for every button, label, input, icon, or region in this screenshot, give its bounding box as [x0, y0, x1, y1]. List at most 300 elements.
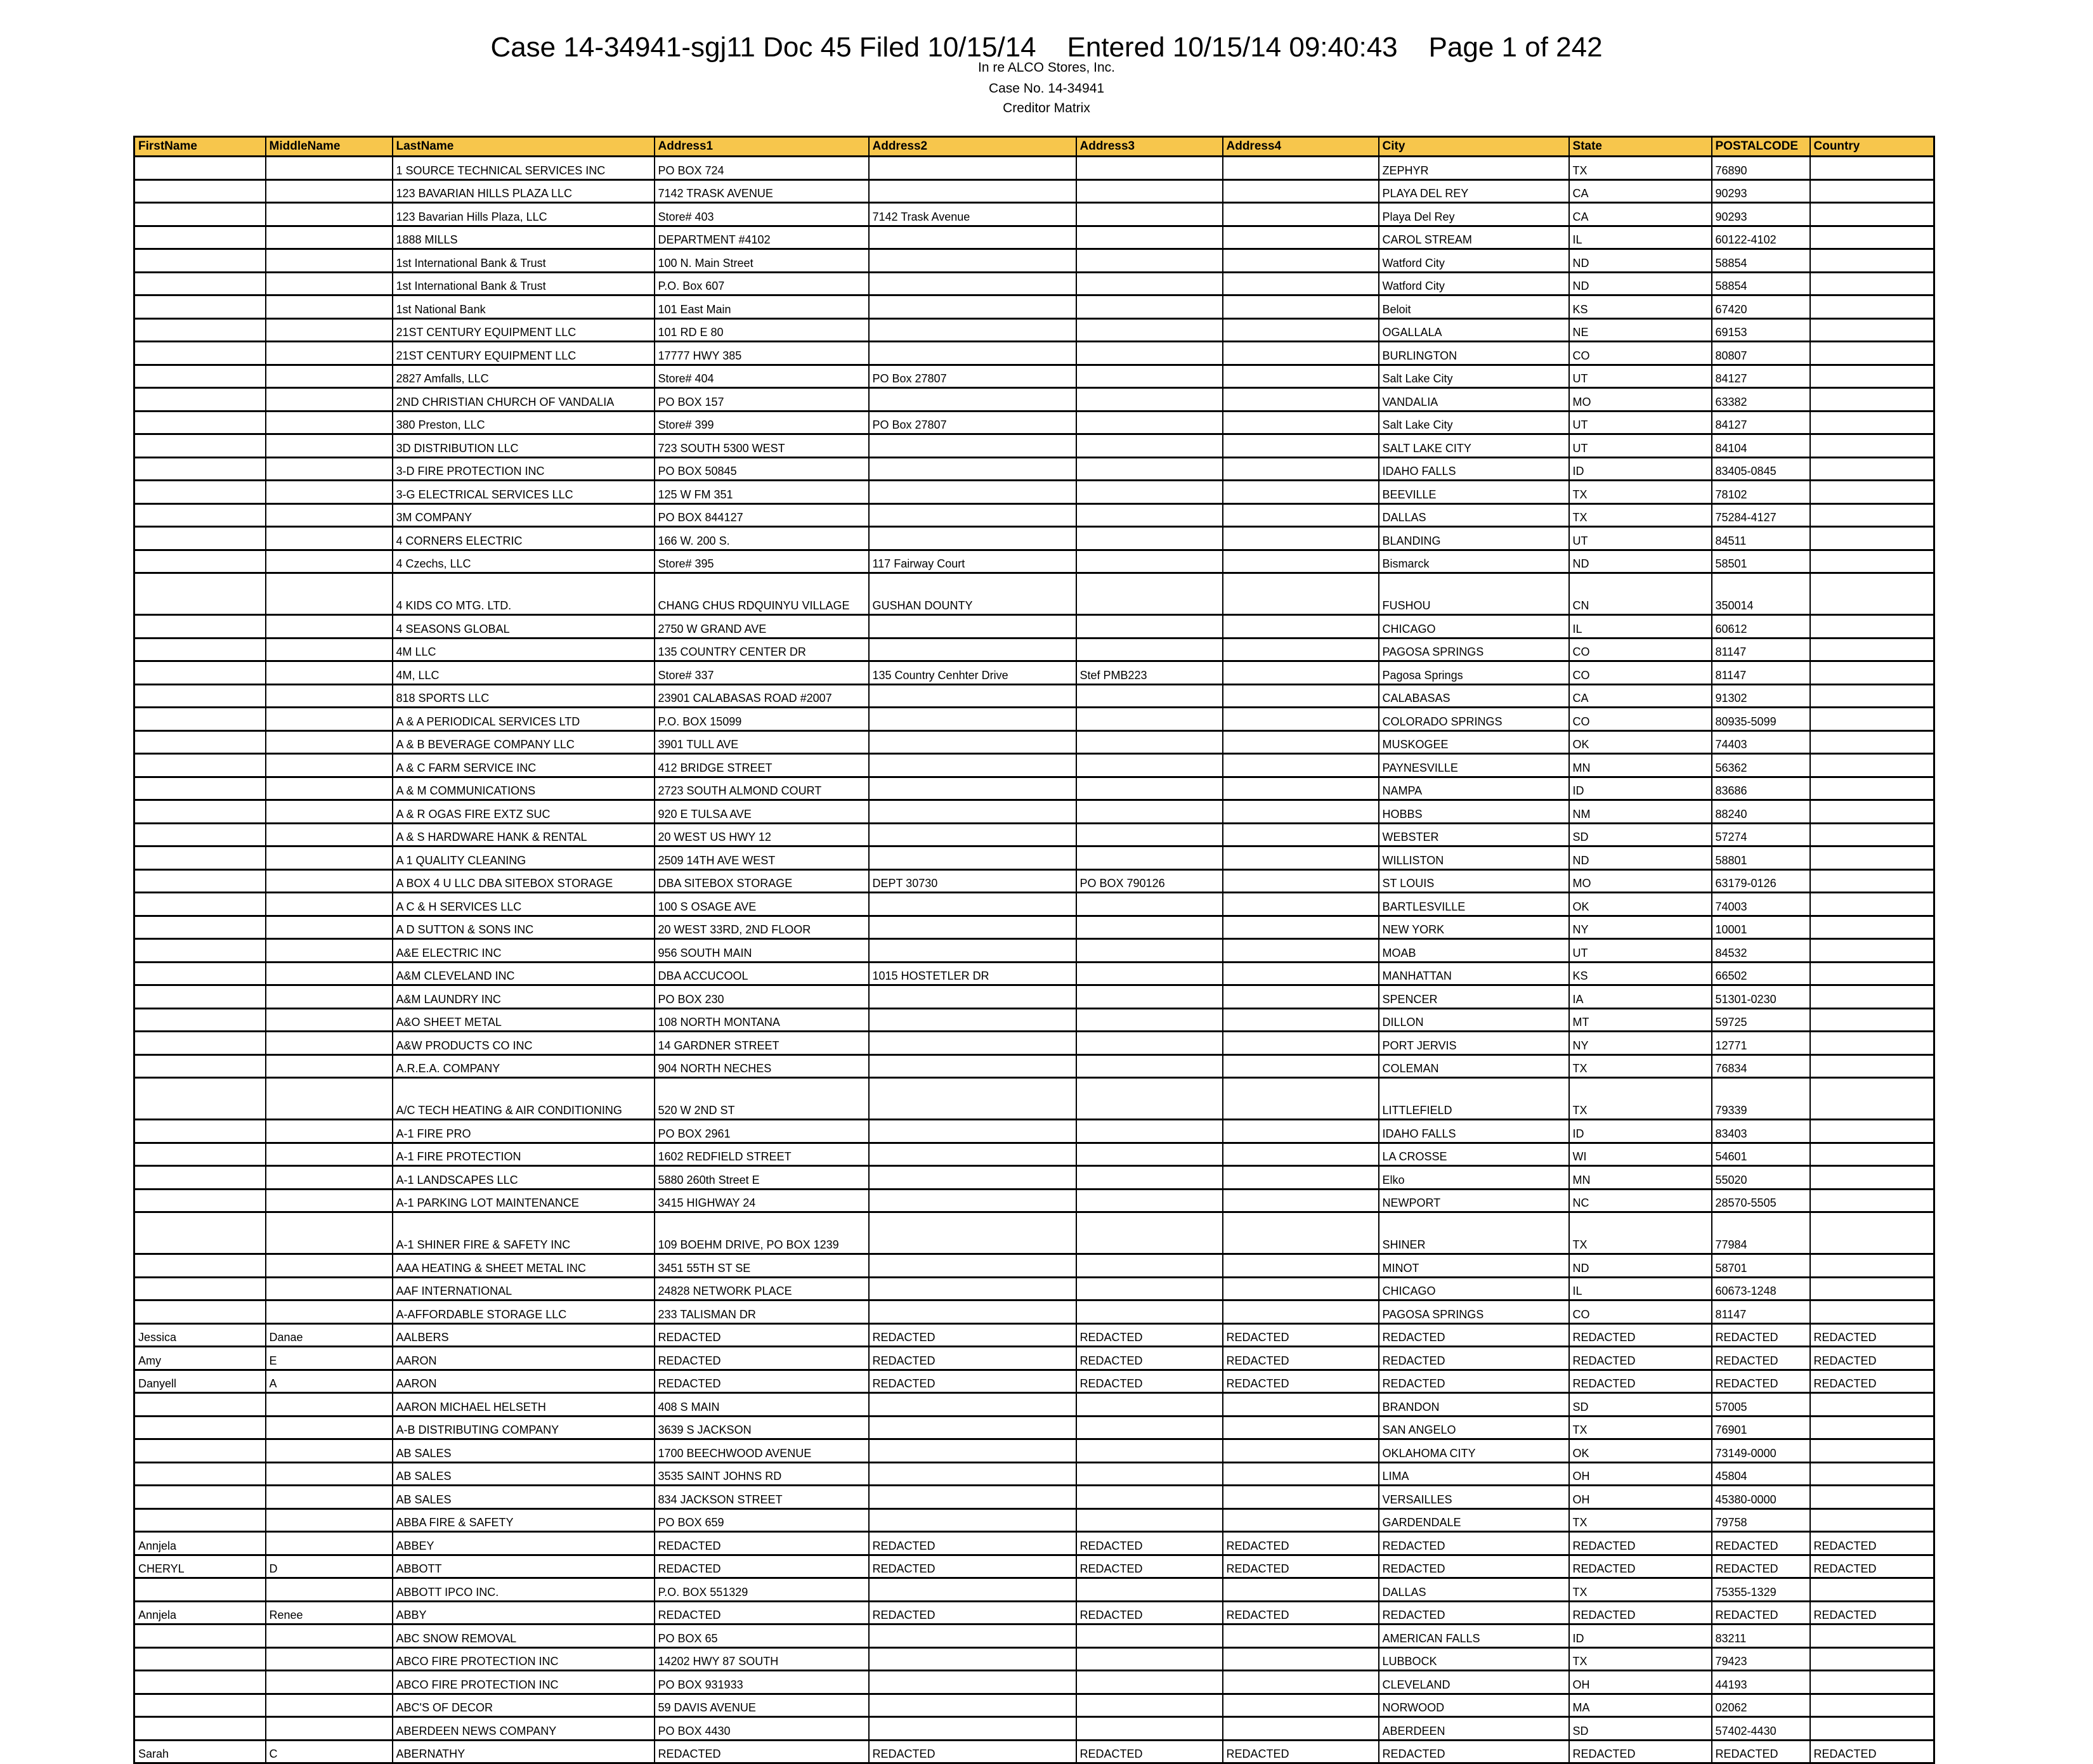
cell: 3M COMPANY: [393, 503, 655, 527]
cell: [1810, 708, 1934, 731]
table-row: [134, 708, 1934, 731]
cell: CLEVELAND: [1379, 1671, 1569, 1694]
cell: CN: [1569, 573, 1712, 615]
cell: DEPARTMENT #4102: [655, 226, 869, 249]
cell: CO: [1569, 661, 1712, 685]
cell: [1076, 684, 1223, 708]
cell: DALLAS: [1379, 503, 1569, 527]
cell: [869, 1578, 1076, 1602]
cell: 10001: [1712, 916, 1810, 939]
cell: [266, 1393, 393, 1417]
cell: [266, 272, 393, 295]
cell: [134, 157, 266, 180]
cell: PO BOX 2961: [655, 1120, 869, 1143]
cell: [1223, 1416, 1379, 1439]
cell: 02062: [1712, 1694, 1810, 1717]
cell: [1076, 1008, 1223, 1032]
table-row: [134, 1578, 1934, 1602]
cell: REDACTED: [1076, 1323, 1223, 1347]
cell: [1076, 1078, 1223, 1120]
cell: [266, 638, 393, 661]
cell: [1076, 823, 1223, 846]
cell: [1223, 1462, 1379, 1486]
cell: [1076, 272, 1223, 295]
cell: 60673-1248: [1712, 1277, 1810, 1300]
cell: E: [266, 1347, 393, 1370]
cell: BURLINGTON: [1379, 342, 1569, 365]
table-row: [134, 846, 1934, 870]
cell: [1223, 1439, 1379, 1463]
cell: [134, 869, 266, 893]
cell: [134, 916, 266, 939]
cell: 904 NORTH NECHES: [655, 1054, 869, 1078]
cell: PAGOSA SPRINGS: [1379, 638, 1569, 661]
column-header-postalcode: POSTALCODE: [1712, 137, 1810, 157]
cell: REDACTED: [1076, 1740, 1223, 1763]
cell: [1223, 388, 1379, 412]
cell: [266, 411, 393, 434]
cell: 1st International Bank & Trust: [393, 249, 655, 273]
table-row: [134, 916, 1934, 939]
cell: [869, 1486, 1076, 1509]
cell: DILLON: [1379, 1008, 1569, 1032]
cell: [1810, 985, 1934, 1009]
cell: 3-D FIRE PROTECTION INC: [393, 457, 655, 481]
cell: OH: [1569, 1671, 1712, 1694]
cell: Store# 404: [655, 365, 869, 388]
cell: TX: [1569, 157, 1712, 180]
cell: [1076, 550, 1223, 573]
cell: [1810, 1694, 1934, 1717]
cell: 20 WEST 33RD, 2ND FLOOR: [655, 916, 869, 939]
cell: 125 W FM 351: [655, 481, 869, 504]
cell: [1076, 481, 1223, 504]
cell: CAROL STREAM: [1379, 226, 1569, 249]
cell: [1223, 157, 1379, 180]
cell: AMERICAN FALLS: [1379, 1625, 1569, 1648]
cell: 76834: [1712, 1054, 1810, 1078]
cell: 3D DISTRIBUTION LLC: [393, 434, 655, 458]
cell: REDACTED: [1223, 1532, 1379, 1555]
cell: PO BOX 844127: [655, 503, 869, 527]
cell: REDACTED: [1569, 1555, 1712, 1578]
cell: A&E ELECTRIC INC: [393, 939, 655, 963]
cell: OK: [1569, 893, 1712, 916]
cell: TX: [1569, 1054, 1712, 1078]
cell: [1223, 1508, 1379, 1532]
cell: ABC SNOW REMOVAL: [393, 1625, 655, 1648]
table-row: [134, 1625, 1934, 1648]
cell: 78102: [1712, 481, 1810, 504]
cell: A.R.E.A. COMPANY: [393, 1054, 655, 1078]
cell: IDAHO FALLS: [1379, 457, 1569, 481]
cell: [869, 1462, 1076, 1486]
cell: [1223, 342, 1379, 365]
cell: [1810, 1212, 1934, 1254]
cell: [266, 1212, 393, 1254]
cell: [266, 730, 393, 754]
cell: [869, 1393, 1076, 1417]
cell: [1223, 638, 1379, 661]
cell: AAF INTERNATIONAL: [393, 1277, 655, 1300]
cell: [266, 1277, 393, 1300]
table-row: [134, 249, 1934, 273]
cell: ABERDEEN: [1379, 1717, 1569, 1741]
cell: [134, 1120, 266, 1143]
cell: [1076, 295, 1223, 319]
cell: [1810, 503, 1934, 527]
cell: [134, 1277, 266, 1300]
cell: [869, 1416, 1076, 1439]
column-header-state: State: [1569, 137, 1712, 157]
cell: [1223, 1393, 1379, 1417]
cell: [1223, 661, 1379, 685]
cell: [134, 1078, 266, 1120]
cell: A & C FARM SERVICE INC: [393, 754, 655, 777]
table-row: [134, 411, 1934, 434]
table-row: [134, 638, 1934, 661]
cell: CHICAGO: [1379, 615, 1569, 639]
cell: AB SALES: [393, 1439, 655, 1463]
cell: REDACTED: [1810, 1555, 1934, 1578]
cell: [1076, 179, 1223, 203]
cell: 5880 260th Street E: [655, 1166, 869, 1190]
cell: 100 S OSAGE AVE: [655, 893, 869, 916]
cell: REDACTED: [1712, 1601, 1810, 1625]
cell: [1223, 846, 1379, 870]
cell: [1223, 1166, 1379, 1190]
cell: [1223, 939, 1379, 963]
cell: [1223, 1120, 1379, 1143]
cell: [266, 1462, 393, 1486]
cell: 2723 SOUTH ALMOND COURT: [655, 777, 869, 800]
cell: OK: [1569, 730, 1712, 754]
cell: FUSHOU: [1379, 573, 1569, 615]
cell: [134, 249, 266, 273]
cell: REDACTED: [1076, 1601, 1223, 1625]
cell: Pagosa Springs: [1379, 661, 1569, 685]
table-row: [134, 226, 1934, 249]
cell: [1223, 916, 1379, 939]
cell: UT: [1569, 527, 1712, 550]
cell: BRANDON: [1379, 1393, 1569, 1417]
cell: 520 W 2ND ST: [655, 1078, 869, 1120]
cell: A/C TECH HEATING & AIR CONDITIONING: [393, 1078, 655, 1120]
cell: 1 SOURCE TECHNICAL SERVICES INC: [393, 157, 655, 180]
cell: UT: [1569, 939, 1712, 963]
cell: [266, 962, 393, 985]
cell: [266, 939, 393, 963]
cell: 117 Fairway Court: [869, 550, 1076, 573]
cell: CHICAGO: [1379, 1277, 1569, 1300]
cell: [1076, 1717, 1223, 1741]
cell: [1223, 179, 1379, 203]
cell: [1810, 846, 1934, 870]
cell: [266, 1032, 393, 1055]
cell: [869, 272, 1076, 295]
cell: [266, 179, 393, 203]
cell: [134, 684, 266, 708]
cell: AB SALES: [393, 1486, 655, 1509]
cell: 23901 CALABASAS ROAD #2007: [655, 684, 869, 708]
cell: [869, 1078, 1076, 1120]
cell: [1076, 1032, 1223, 1055]
table-row: [134, 1370, 1934, 1393]
column-header-address1: Address1: [655, 137, 869, 157]
cell: [869, 295, 1076, 319]
cell: A & R OGAS FIRE EXTZ SUC: [393, 800, 655, 824]
cell: [1076, 342, 1223, 365]
cell: [266, 295, 393, 319]
table-row: [134, 823, 1934, 846]
cell: [266, 318, 393, 342]
cell: [134, 1647, 266, 1671]
cell: [1223, 1054, 1379, 1078]
cell: ABBY: [393, 1601, 655, 1625]
cell: LIMA: [1379, 1462, 1569, 1486]
cell: [266, 754, 393, 777]
cell: [1223, 481, 1379, 504]
header-row: [134, 137, 1934, 157]
cell: [869, 754, 1076, 777]
cell: [1076, 573, 1223, 615]
cell: REDACTED: [655, 1555, 869, 1578]
cell: NY: [1569, 1032, 1712, 1055]
cell: 91302: [1712, 684, 1810, 708]
cell: Store# 403: [655, 203, 869, 226]
cell: [266, 1189, 393, 1212]
cell: [134, 203, 266, 226]
cell: 90293: [1712, 203, 1810, 226]
cell: [266, 388, 393, 412]
cell: [1223, 1625, 1379, 1648]
table-row: [134, 1740, 1934, 1763]
cell: [1223, 249, 1379, 273]
table-row: [134, 1416, 1934, 1439]
table-row: [134, 1694, 1934, 1717]
cell: Annjela: [134, 1532, 266, 1555]
cell: [266, 434, 393, 458]
cell: ABCO FIRE PROTECTION INC: [393, 1671, 655, 1694]
cell: [869, 1647, 1076, 1671]
cell: 69153: [1712, 318, 1810, 342]
column-header-lastname: LastName: [393, 137, 655, 157]
cell: REDACTED: [1712, 1555, 1810, 1578]
cell: 24828 NETWORK PLACE: [655, 1277, 869, 1300]
doc-subtitle-creditor-matrix: Creditor Matrix: [1003, 101, 1090, 115]
cell: [1076, 754, 1223, 777]
cell: [266, 1300, 393, 1324]
cell: 80807: [1712, 342, 1810, 365]
cell: [1076, 777, 1223, 800]
cell: CO: [1569, 342, 1712, 365]
cell: 79758: [1712, 1508, 1810, 1532]
table-row: [134, 1393, 1934, 1417]
table-row: [134, 1008, 1934, 1032]
cell: PLAYA DEL REY: [1379, 179, 1569, 203]
cell: [869, 342, 1076, 365]
cell: [1076, 1212, 1223, 1254]
cell: REDACTED: [1223, 1601, 1379, 1625]
cell: [134, 846, 266, 870]
column-header-address3: Address3: [1076, 137, 1223, 157]
cell: [869, 1008, 1076, 1032]
cell: [869, 1508, 1076, 1532]
table-row: [134, 365, 1934, 388]
cell: A&W PRODUCTS CO INC: [393, 1032, 655, 1055]
cell: REDACTED: [655, 1740, 869, 1763]
table-row: [134, 962, 1934, 985]
cell: [869, 157, 1076, 180]
cell: IL: [1569, 1277, 1712, 1300]
cell: NY: [1569, 916, 1712, 939]
cell: 60122-4102: [1712, 226, 1810, 249]
cell: [134, 777, 266, 800]
cell: TX: [1569, 1578, 1712, 1602]
cell: [1223, 754, 1379, 777]
cell: [869, 800, 1076, 824]
cell: [1223, 318, 1379, 342]
cell: 63382: [1712, 388, 1810, 412]
cell: NAMPA: [1379, 777, 1569, 800]
cell: ABERNATHY: [393, 1740, 655, 1763]
cell: [1223, 1254, 1379, 1278]
cell: [1810, 573, 1934, 615]
cell: 101 East Main: [655, 295, 869, 319]
table-row: [134, 1277, 1934, 1300]
cell: REDACTED: [869, 1347, 1076, 1370]
cell: [1810, 249, 1934, 273]
table-row: [134, 1462, 1934, 1486]
cell: PO BOX 4430: [655, 1717, 869, 1741]
cell: 75355-1329: [1712, 1578, 1810, 1602]
column-header-middlename: MiddleName: [266, 137, 393, 157]
column-header-firstname: FirstName: [134, 137, 266, 157]
cell: ABBOTT: [393, 1555, 655, 1578]
cell: [134, 527, 266, 550]
cell: 79339: [1712, 1078, 1810, 1120]
cell: [266, 527, 393, 550]
cell: CHERYL: [134, 1555, 266, 1578]
cell: [869, 916, 1076, 939]
cell: ID: [1569, 1120, 1712, 1143]
cell: [1076, 615, 1223, 639]
cell: [1810, 179, 1934, 203]
cell: MANHATTAN: [1379, 962, 1569, 985]
cell: PO BOX 724: [655, 157, 869, 180]
table-row: [134, 1054, 1934, 1078]
cell: MO: [1569, 388, 1712, 412]
cell: [1810, 1008, 1934, 1032]
cell: REDACTED: [1379, 1370, 1569, 1393]
cell: OK: [1569, 1439, 1712, 1463]
cell: [1076, 1625, 1223, 1648]
cell: Store# 337: [655, 661, 869, 685]
cell: AARON: [393, 1370, 655, 1393]
column-header-address2: Address2: [869, 137, 1076, 157]
cell: DBA SITEBOX STORAGE: [655, 869, 869, 893]
table-row: [134, 179, 1934, 203]
cell: CA: [1569, 203, 1712, 226]
cell: [1223, 1486, 1379, 1509]
cell: 74403: [1712, 730, 1810, 754]
cell: [1810, 1578, 1934, 1602]
cell: REDACTED: [1379, 1323, 1569, 1347]
cell: ND: [1569, 1254, 1712, 1278]
cell: PO Box 27807: [869, 365, 1076, 388]
cell: 3535 SAINT JOHNS RD: [655, 1462, 869, 1486]
cell: REDACTED: [1569, 1370, 1712, 1393]
cell: [1076, 411, 1223, 434]
cell: REDACTED: [1810, 1347, 1934, 1370]
cell: ST LOUIS: [1379, 869, 1569, 893]
cell: 59725: [1712, 1008, 1810, 1032]
cell: 73149-0000: [1712, 1439, 1810, 1463]
cell: [266, 1166, 393, 1190]
cell: [1076, 388, 1223, 412]
cell: REDACTED: [655, 1370, 869, 1393]
cell: OKLAHOMA CITY: [1379, 1439, 1569, 1463]
cell: 84104: [1712, 434, 1810, 458]
cell: [1223, 730, 1379, 754]
cell: 7142 Trask Avenue: [869, 203, 1076, 226]
cell: [869, 1439, 1076, 1463]
cell: [1076, 1300, 1223, 1324]
cell: 1st National Bank: [393, 295, 655, 319]
cell: REDACTED: [1810, 1532, 1934, 1555]
cell: [134, 1694, 266, 1717]
cell: 51301-0230: [1712, 985, 1810, 1009]
cell: [1076, 1143, 1223, 1166]
cell: [266, 684, 393, 708]
table-row: [134, 1143, 1934, 1166]
cell: 79423: [1712, 1647, 1810, 1671]
cell: [266, 1143, 393, 1166]
cell: IL: [1569, 226, 1712, 249]
cell: DALLAS: [1379, 1578, 1569, 1602]
cell: [869, 388, 1076, 412]
cell: REDACTED: [1810, 1601, 1934, 1625]
cell: [134, 730, 266, 754]
cell: REDACTED: [1712, 1532, 1810, 1555]
cell: 67420: [1712, 295, 1810, 319]
cell: MUSKOGEE: [1379, 730, 1569, 754]
cell: [1223, 1717, 1379, 1741]
cell: [869, 1212, 1076, 1254]
cell: OGALLALA: [1379, 318, 1569, 342]
cell: [134, 1166, 266, 1190]
cell: REDACTED: [1569, 1601, 1712, 1625]
cell: KS: [1569, 295, 1712, 319]
cell: [869, 638, 1076, 661]
cell: A D SUTTON & SONS INC: [393, 916, 655, 939]
column-header-country: Country: [1810, 137, 1934, 157]
cell: REDACTED: [1569, 1323, 1712, 1347]
cell: 920 E TULSA AVE: [655, 800, 869, 824]
cell: [869, 1254, 1076, 1278]
doc-subtitle-case-no: Case No. 14-34941: [988, 81, 1105, 96]
cell: ID: [1569, 1625, 1712, 1648]
cell: [266, 661, 393, 685]
cell: [1810, 434, 1934, 458]
cell: Salt Lake City: [1379, 365, 1569, 388]
cell: [1810, 615, 1934, 639]
cell: TX: [1569, 481, 1712, 504]
cell: 58501: [1712, 550, 1810, 573]
cell: TX: [1569, 1078, 1712, 1120]
table-row: [134, 342, 1934, 365]
cell: AARON MICHAEL HELSETH: [393, 1393, 655, 1417]
